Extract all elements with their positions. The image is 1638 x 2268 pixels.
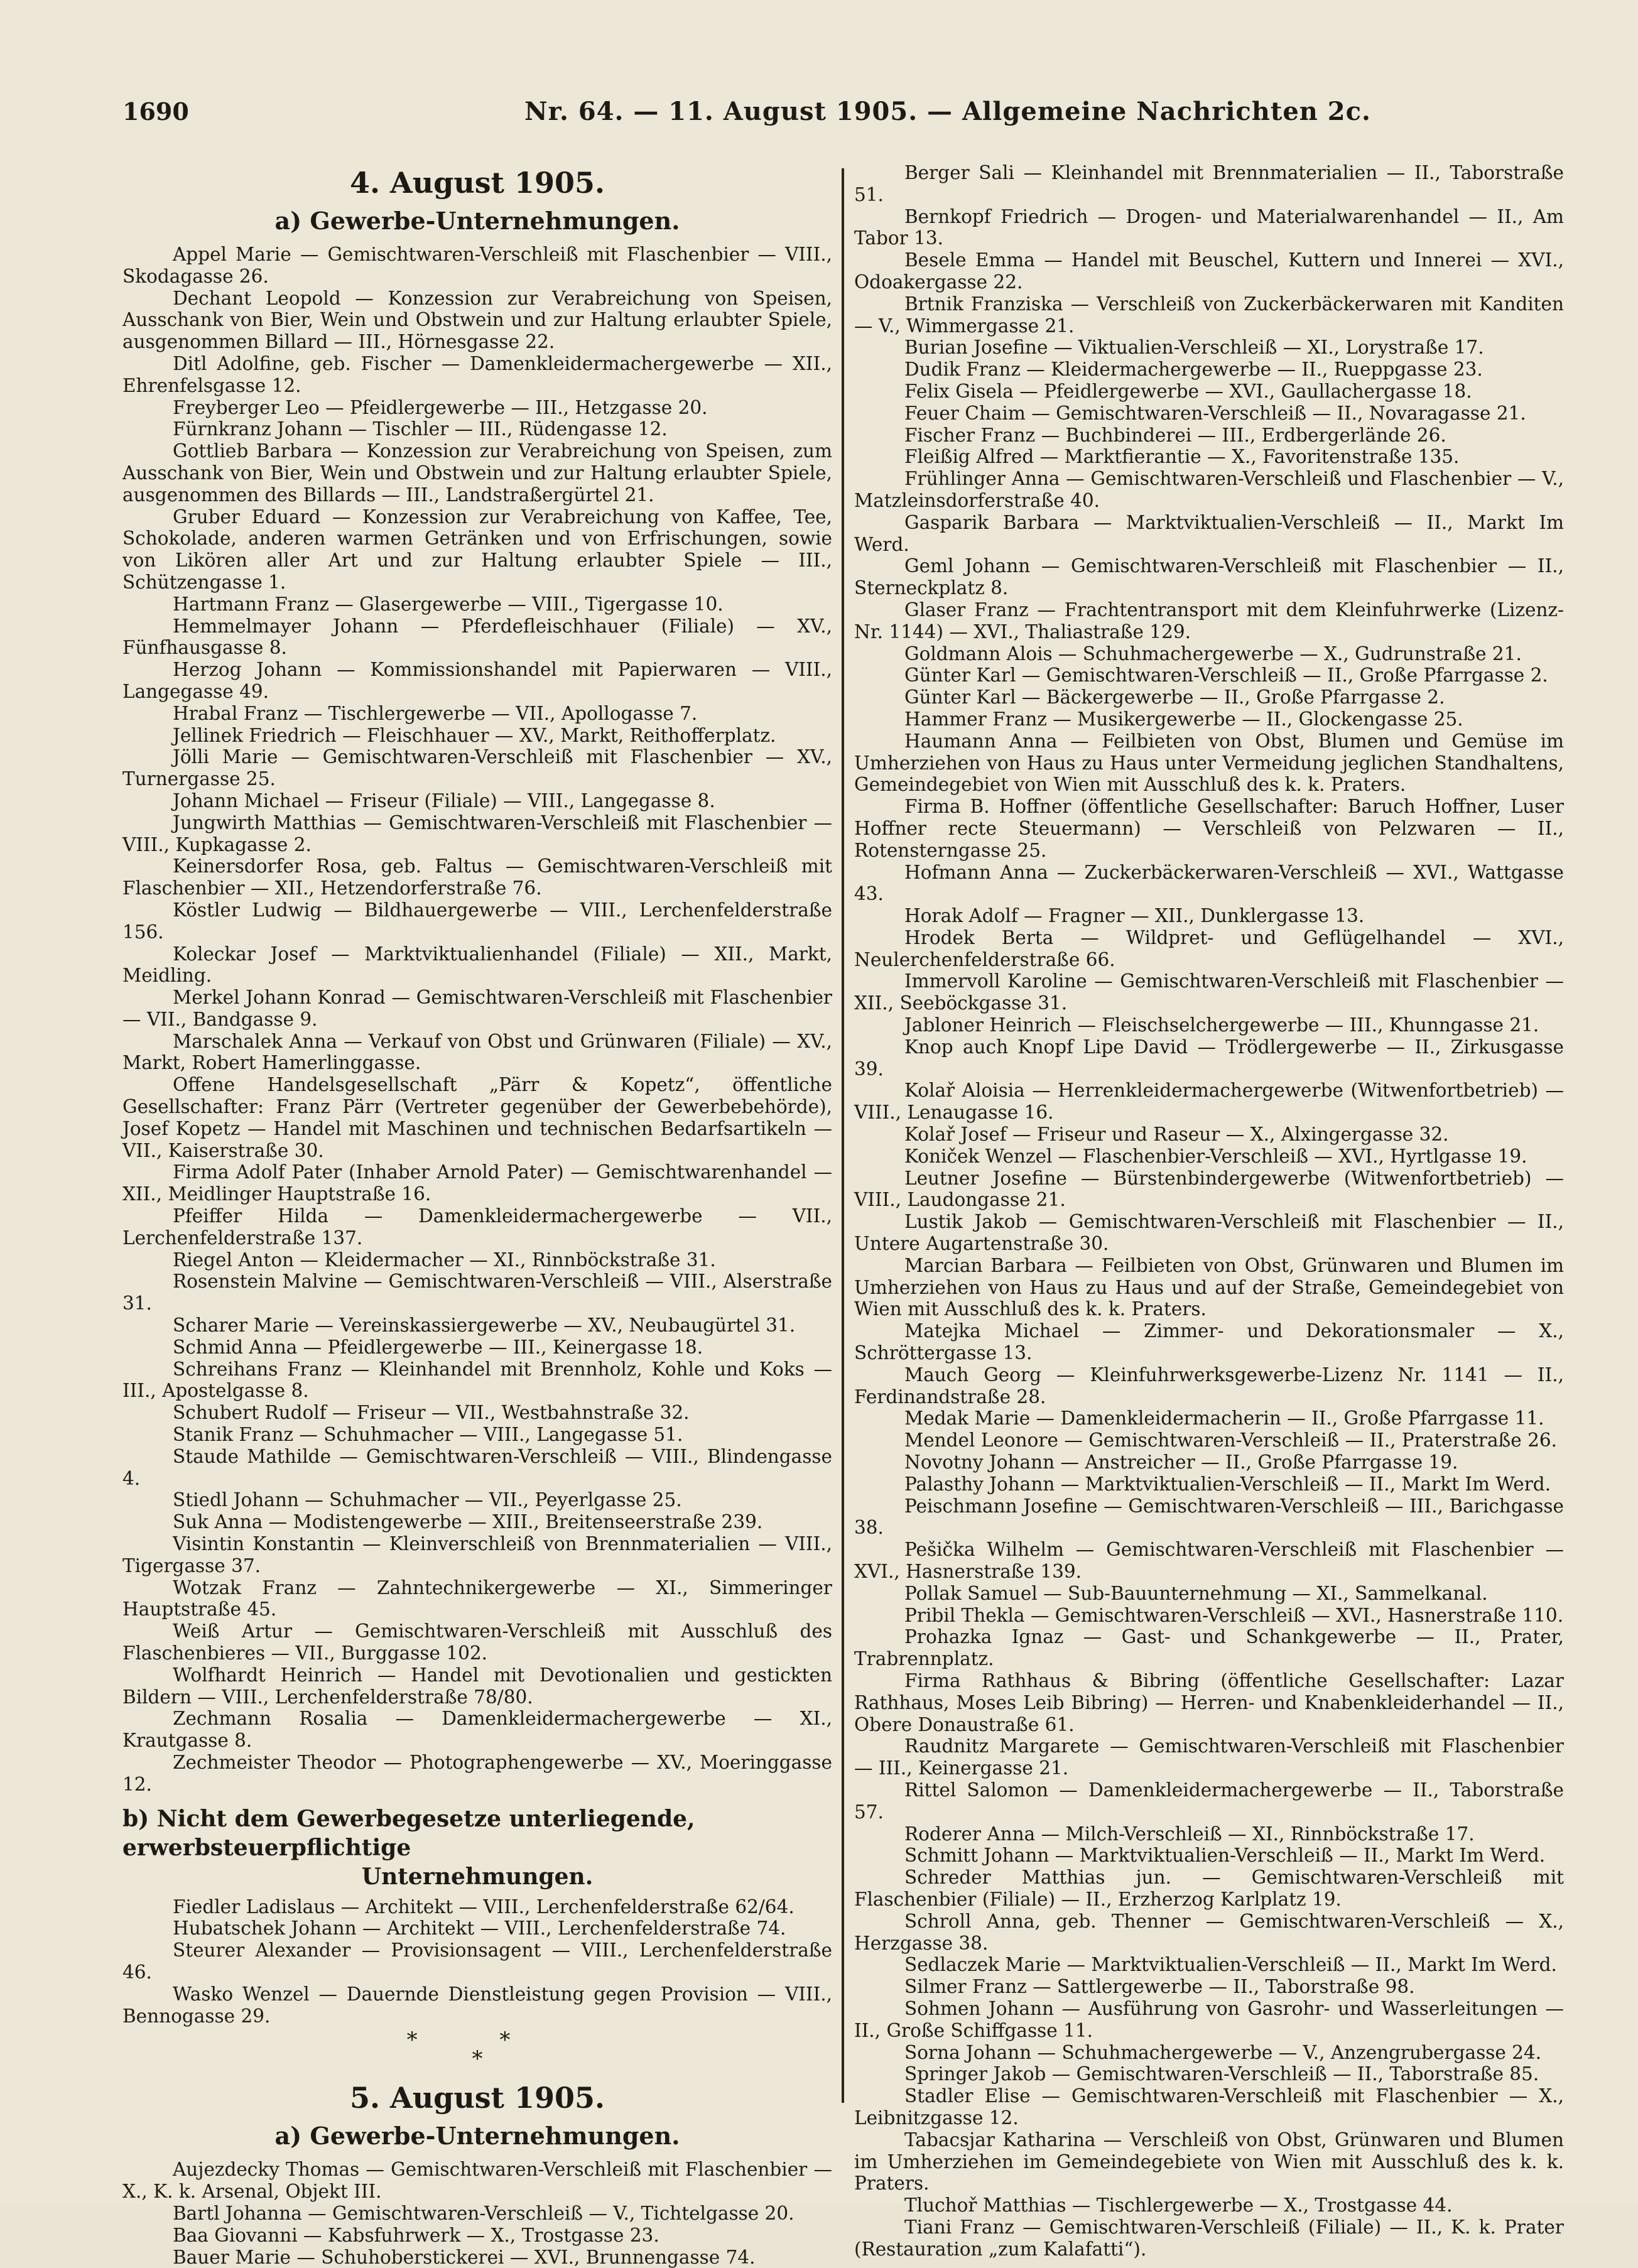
register-entry: Fleißig Alfred — Marktfierantie — X., Favoritenstraße 135. <box>904 446 1460 468</box>
register-entry: Pollak Samuel — Sub-Bauunternehmung — XI., Sammelkanal. <box>904 1582 1488 1604</box>
register-entry: Berger Sali — Kleinhandel mit Brennmaterialien — II., Taborstraße 51. <box>854 162 1564 205</box>
register-entry: Wotzak Franz — Zahntechnikergewerbe — XI., Simmeringer Hauptstraße 45. <box>122 1576 832 1620</box>
section-heading-gewerbe-aug-5: a) Gewerbe-Unternehmungen. <box>274 2122 680 2151</box>
entry-list-right <box>854 162 1564 2260</box>
register-entry: Novotny Johann — Anstreicher — II., Große Pfarrgasse 19. <box>904 1451 1458 1473</box>
register-entry: Schreihans Franz — Kleinhandel mit Brennholz, Kohle und Koks — III., Apostelgasse 8. <box>122 1358 832 1402</box>
separator-stars-top: * * <box>406 2027 548 2053</box>
register-entry: Schubert Rudolf — Friseur — VII., Westbahnstraße 32. <box>173 1402 690 1424</box>
date-heading-aug-5: 5. August 1905. <box>350 2081 605 2115</box>
register-entry: Tiani Franz — Gemischtwaren-Verschleiß (Filiale) — II., K. k. Prater (Restauration „zum Kalafatti“). <box>854 2216 1564 2260</box>
register-entry: Firma B. Hoffner (öffentliche Gesellschafter: Baruch Hoffner, Luser Hoffner recte Steuermann) — Verschleiß von Pelzwaren — II., Rotensterngasse 25. <box>854 796 1564 861</box>
register-entry: Burian Josefine — Viktualien-Verschleiß — XI., Lorystraße 17. <box>904 337 1484 359</box>
register-entry: Goldmann Alois — Schuhmachergewerbe — X., Gudrunstraße 21. <box>904 643 1522 665</box>
register-entry: Dudik Franz — Kleidermachergewerbe — II., Rueppgasse 23. <box>904 359 1483 381</box>
register-entry: Günter Karl — Gemischtwaren-Verschleiß — II., Große Pfarrgasse 2. <box>904 665 1548 686</box>
register-entry: Fischer Franz — Buchbinderei — III., Erdbergerlände 26. <box>904 424 1446 446</box>
separator-stars-bottom: * <box>472 2046 483 2072</box>
register-entry: Scharer Marie — Vereinskassiergewerbe — XV., Neubaugürtel 31. <box>173 1315 796 1337</box>
register-entry: Feuer Chaim — Gemischtwaren-Verschleiß — II., Novaragasse 21. <box>904 402 1526 424</box>
register-entry: Stiedl Johann — Schuhmacher — VII., Peyerlgasse 25. <box>173 1489 682 1511</box>
register-entry: Marcian Barbara — Feilbieten von Obst, Grünwaren und Blumen im Umherziehen von Haus zu Haus und auf der Straße, Gemeindegebiet von Wien mit Ausschluß des k. k. Praters. <box>854 1254 1564 1320</box>
date-heading-aug-4: 4. August 1905. <box>350 166 605 200</box>
register-entry: Jellinek Friedrich — Fleischhauer — XV., Markt, Reithofferplatz. <box>173 724 776 746</box>
register-entry: Köstler Ludwig — Bildhauergewerbe — VIII., Lerchenfelderstraße 156. <box>122 899 832 943</box>
register-entry: Ditl Adolfine, geb. Fischer — Damenkleidermachergewerbe — XII., Ehrenfelsgasse 12. <box>122 352 832 396</box>
register-entry: Weiß Artur — Gemischtwaren-Verschleiß mit Ausschluß des Flaschenbieres — VII., Burggasse 102. <box>122 1620 832 1664</box>
register-entry: Brtnik Franziska — Verschleiß von Zuckerbäckerwaren mit Kanditen — V., Wimmergasse 21. <box>854 293 1564 337</box>
page-number: 1690 <box>122 97 189 126</box>
register-entry: Schreder Matthias jun. — Gemischtwaren-Verschleiß mit Flaschenbier (Filiale) — II., Erzherzog Karlplatz 19. <box>854 1867 1564 1910</box>
register-entry: Stadler Elise — Gemischtwaren-Verschleiß mit Flaschenbier — X., Leibnitzgasse 12. <box>854 2085 1564 2129</box>
register-entry: Günter Karl — Bäckergewerbe — II., Große Pfarrgasse 2. <box>904 686 1445 708</box>
register-entry: Rosenstein Malvine — Gemischtwaren-Verschleiß — VIII., Alserstraße 31. <box>122 1271 832 1315</box>
register-entry: Hubatschek Johann — Architekt — VIII., Lerchenfelderstraße 74. <box>173 1918 786 1940</box>
register-entry: Koniček Wenzel — Flaschenbier-Verschleiß — XVI., Hyrtlgasse 19. <box>904 1145 1527 1167</box>
register-entry: Jölli Marie — Gemischtwaren-Verschleiß mit Flaschenbier — XV., Turnergasse 25. <box>122 746 832 790</box>
register-entry: Horak Adolf — Fragner — XII., Dunklergasse 13. <box>904 905 1365 927</box>
register-entry: Steurer Alexander — Provisionsagent — VIII., Lerchenfelderstraße 46. <box>122 1940 832 1983</box>
register-entry: Glaser Franz — Frachtentransport mit dem Kleinfuhrwerke (Lizenz-Nr. 1144) — XVI., Thaliastraße 129. <box>854 599 1564 643</box>
register-entry: Felix Gisela — Pfeidlergewerbe — XVI., Gaullachergasse 18. <box>904 380 1472 402</box>
register-entry: Bernkopf Friedrich — Drogen- und Materialwarenhandel — II., Am Tabor 13. <box>854 205 1564 249</box>
register-entry: Sedlaczek Marie — Marktviktualien-Verschleiß — II., Markt Im Werd. <box>904 1954 1557 1976</box>
register-entry: Aujezdecky Thomas — Gemischtwaren-Verschleiß mit Flaschenbier — X., K. k. Arsenal, Objekt III. <box>122 2159 832 2203</box>
register-entry: Rittel Salomon — Damenkleidermachergewerbe — II., Taborstraße 57. <box>854 1779 1564 1823</box>
entry-list-nicht-gewerbe <box>122 1896 832 2027</box>
register-entry: Wolfhardt Heinrich — Handel mit Devotionalien und gestickten Bildern — VIII., Lerchenfelderstraße 78/80. <box>122 1664 832 1708</box>
page-title: Nr. 64. — 11. August 1905. — Allgemeine Nachrichten 2c. <box>524 97 1371 126</box>
register-entry: Schmitt Johann — Marktviktualien-Verschleiß — II., Markt Im Werd. <box>904 1845 1546 1867</box>
register-entry: Hemmelmayer Johann — Pferdefleischhauer (Filiale) — XV., Fünfhausgasse 8. <box>122 615 832 659</box>
register-entry: Baa Giovanni — Kabsfuhrwerk — X., Trostgasse 23. <box>173 2224 659 2246</box>
register-entry: Besele Emma — Handel mit Beuschel, Kuttern und Innerei — XVI., Odoakergasse 22. <box>854 249 1564 293</box>
register-entry: Riegel Anton — Kleidermacher — XI., Rinnböckstraße 31. <box>173 1249 716 1271</box>
register-entry: Bartl Johanna — Gemischtwaren-Verschleiß — V., Tichtelgasse 20. <box>173 2202 795 2224</box>
entry-list-aug-4 <box>122 244 832 1796</box>
register-entry: Pešička Wilhelm — Gemischtwaren-Verschleiß mit Flaschenbier — XVI., Hasnerstraße 139. <box>854 1539 1564 1582</box>
page-header <box>122 93 1520 131</box>
register-entry: Gottlieb Barbara — Konzession zur Verabreichung von Speisen, zum Ausschank von Bier, Wein und Obstwein und zur Haltung erlaubter Spiele, ausgenommen des Billards — III., Landstraßergürtel 21. <box>122 440 832 506</box>
register-entry: Johann Michael — Friseur (Filiale) — VIII., Langegasse 8. <box>173 789 715 811</box>
register-entry: Marschalek Anna — Verkauf von Obst und Grünwaren (Filiale) — XV., Markt, Robert Hamerlinggasse. <box>122 1030 832 1074</box>
register-entry: Matejka Michael — Zimmer- und Dekorationsmaler — X., Schröttergasse 13. <box>854 1320 1564 1364</box>
register-entry: Zechmeister Theodor — Photographengewerbe — XV., Moeringgasse 12. <box>122 1751 832 1795</box>
register-entry: Suk Anna — Modistengewerbe — XIII., Breitenseerstraße 239. <box>173 1511 763 1533</box>
register-entry: Pfeiffer Hilda — Damenkleidermachergewerbe — VII., Lerchenfelderstraße 137. <box>122 1205 832 1249</box>
register-entry: Merkel Johann Konrad — Gemischtwaren-Verschleiß mit Flaschenbier — VII., Bandgasse 9. <box>122 987 832 1030</box>
register-entry: Freyberger Leo — Pfeidlergewerbe — III., Hetzgasse 20. <box>173 396 708 418</box>
register-entry: Hofmann Anna — Zuckerbäckerwaren-Verschleiß — XVI., Wattgasse 43. <box>854 861 1564 905</box>
register-entry: Tluchoř Matthias — Tischlergewerbe — X., Trostgasse 44. <box>904 2195 1453 2216</box>
register-entry: Offene Handelsgesellschaft „Pärr & Kopetz“, öffentliche Gesellschafter: Franz Pärr (Vertreter gegenüber der Gewerbebehörde), Josef Kopetz — Handel mit Maschinen und technischen Bedarfsartikeln — VII., Kaiserstraße 30. <box>122 1074 832 1161</box>
register-entry: Mauch Georg — Kleinfuhrwerksgewerbe-Lizenz Nr. 1141 — II., Ferdinandstraße 28. <box>854 1364 1564 1408</box>
register-entry: Geml Johann — Gemischtwaren-Verschleiß mit Flaschenbier — II., Sterneckplatz 8. <box>854 555 1564 599</box>
register-entry: Keinersdorfer Rosa, geb. Faltus — Gemischtwaren-Verschleiß mit Flaschenbier — XII., Hetzendorferstraße 76. <box>122 855 832 899</box>
register-entry: Koleckar Josef — Marktviktualienhandel (Filiale) — XII., Markt, Meidling. <box>122 943 832 987</box>
register-entry: Hrabal Franz — Tischlergewerbe — VII., Apollogasse 7. <box>173 702 698 724</box>
register-entry: Silmer Franz — Sattlergewerbe — II., Taborstraße 98. <box>904 1976 1415 1998</box>
register-entry: Knop auch Knopf Lipe David — Trödlergewerbe — II., Zirkusgasse 39. <box>854 1036 1564 1080</box>
register-entry: Springer Jakob — Gemischtwaren-Verschleiß — II., Taborstraße 85. <box>904 2063 1539 2085</box>
register-entry: Jabloner Heinrich — Fleischselchergewerbe — III., Khunngasse 21. <box>904 1014 1539 1036</box>
register-entry: Hammer Franz — Musikergewerbe — II., Glockengasse 25. <box>904 708 1463 730</box>
register-entry: Appel Marie — Gemischtwaren-Verschleiß mit Flaschenbier — VIII., Skodagasse 26. <box>122 244 832 287</box>
register-entry: Tabacsjar Katharina — Verschleiß von Obst, Grünwaren und Blumen im Umherziehen im Gemeindegebiete von Wien mit Ausschluß des k. k. Praters. <box>854 2129 1564 2195</box>
register-entry: Frühlinger Anna — Gemischtwaren-Verschleiß und Flaschenbier — V., Matzleinsdorferstraße 40. <box>854 468 1564 511</box>
register-entry: Palasthy Johann — Marktviktualien-Verschleiß — II., Markt Im Werd. <box>904 1473 1551 1495</box>
register-entry: Fürnkranz Johann — Tischler — III., Rüdengasse 12. <box>173 418 668 440</box>
register-entry: Kolař Josef — Friseur und Raseur — X., Alxingergasse 32. <box>904 1124 1449 1146</box>
register-entry: Staude Mathilde — Gemischtwaren-Verschleiß — VIII., Blindengasse 4. <box>122 1445 832 1489</box>
register-entry: Firma Adolf Pater (Inhaber Arnold Pater) — Gemischtwarenhandel — XII., Meidlinger Hauptstraße 16. <box>122 1161 832 1205</box>
register-entry: Leutner Josefine — Bürstenbindergewerbe (Witwenfortbetrieb) — VIII., Laudongasse 21. <box>854 1167 1564 1211</box>
register-entry: Immervoll Karoline — Gemischtwaren-Verschleiß mit Flaschenbier — XII., Seeböckgasse 31. <box>854 970 1564 1014</box>
section-heading-nicht-gewerbe <box>122 1804 832 1891</box>
register-entry: Sorna Johann — Schuhmachergewerbe — V., Anzengrubergasse 24. <box>904 2041 1542 2063</box>
register-entry: Haumann Anna — Feilbieten von Obst, Blumen und Gemüse im Umherziehen von Haus zu Haus unter Vermeidung jeglichen Standhaltens, Gemeindegebiet von Wien mit Ausschluß des k. k. Praters. <box>854 730 1564 796</box>
register-entry: Medak Marie — Damenkleidermacherin — II., Große Pfarrgasse 11. <box>904 1408 1544 1430</box>
register-entry: Prohazka Ignaz — Gast- und Schankgewerbe — II., Prater, Trabrennplatz. <box>854 1626 1564 1670</box>
section-heading-line-2: Unternehmungen. <box>361 1863 594 1890</box>
section-separator <box>122 2027 832 2072</box>
register-entry: Schroll Anna, geb. Thenner — Gemischtwaren-Verschleiß — X., Herzgasse 38. <box>854 1910 1564 1954</box>
register-entry: Visintin Konstantin — Kleinverschleiß von Brennmaterialien — VIII., Tigergasse 37. <box>122 1533 832 1576</box>
register-entry: Lustik Jakob — Gemischtwaren-Verschleiß mit Flaschenbier — II., Untere Augartenstraße 30. <box>854 1211 1564 1255</box>
column-divider <box>842 168 844 2103</box>
section-heading-gewerbe: a) Gewerbe-Unternehmungen. <box>274 207 680 235</box>
register-entry: Fiedler Ladislaus — Architekt — VIII., Lerchenfelderstraße 62/64. <box>173 1896 795 1918</box>
register-entry: Kolař Aloisia — Herrenkleidermachergewerbe (Witwenfortbetrieb) — VIII., Lenaugasse 16. <box>854 1080 1564 1124</box>
register-entry: Dechant Leopold — Konzession zur Verabreichung von Speisen, Ausschank von Bier, Wein und Obstwein und zur Haltung erlaubter Spiele, ausgenommen Billard — III., Hörnesgasse 22. <box>122 287 832 353</box>
register-entry: Gruber Eduard — Konzession zur Verabreichung von Kaffee, Tee, Schokolade, anderen warmen Getränken und von Erfrischungen, sowie von Likören aller Art und zur Haltung erlaubter Spiele — III., Schützengasse 1. <box>122 506 832 593</box>
register-entry: Pribil Thekla — Gemischtwaren-Verschleiß — XVI., Hasnerstraße 110. <box>904 1604 1564 1626</box>
register-entry: Bauer Marie — Schuhoberstickerei — XVI., Brunnengasse 74. <box>173 2246 756 2268</box>
register-entry: Jungwirth Matthias — Gemischtwaren-Verschleiß mit Flaschenbier — VIII., Kupkagasse 2. <box>122 811 832 855</box>
register-entry: Zechmann Rosalia — Damenkleidermachergewerbe — XI., Krautgasse 8. <box>122 1708 832 1752</box>
register-entry: Raudnitz Margarete — Gemischtwaren-Verschleiß mit Flaschenbier — III., Keinergasse 21. <box>854 1735 1564 1779</box>
register-entry: Herzog Johann — Kommissionshandel mit Papierwaren — VIII., Langegasse 49. <box>122 659 832 702</box>
register-entry: Schmid Anna — Pfeidlergewerbe — III., Keinergasse 18. <box>173 1336 703 1358</box>
register-entry: Hrodek Berta — Wildpret- und Geflügelhandel — XVI., Neulerchenfelderstraße 66. <box>854 926 1564 970</box>
register-entry: Sohmen Johann — Ausführung von Gasrohr- und Wasserleitungen — II., Große Schiffgasse 11. <box>854 1997 1564 2041</box>
right-column <box>854 162 1564 2260</box>
left-column <box>122 162 832 2268</box>
register-entry: Peischmann Josefine — Gemischtwaren-Verschleiß — III., Barichgasse 38. <box>854 1495 1564 1539</box>
register-entry: Mendel Leonore — Gemischtwaren-Verschleiß — II., Praterstraße 26. <box>904 1430 1557 1451</box>
register-entry: Stanik Franz — Schuhmacher — VIII., Langegasse 51. <box>173 1424 683 1446</box>
register-entry: Wasko Wenzel — Dauernde Dienstleistung gegen Provision — VIII., Bennogasse 29. <box>122 1983 832 2027</box>
register-entry: Firma Rathhaus & Bibring (öffentliche Gesellschafter: Lazar Rathhaus, Moses Leib Bibring) — Herren- und Knabenkleiderhandel — II., Obere Donaustraße 61. <box>854 1669 1564 1735</box>
register-entry: Roderer Anna — Milch-Verschleiß — XI., Rinnböckstraße 17. <box>904 1823 1475 1845</box>
register-entry: Gasparik Barbara — Marktviktualien-Verschleiß — II., Markt Im Werd. <box>854 511 1564 555</box>
register-entry: Hartmann Franz — Glasergewerbe — VIII., Tigergasse 10. <box>173 593 724 615</box>
section-heading-line-1: b) Nicht dem Gewerbegesetze unterliegende, erwerbsteuerpflichtige <box>122 1805 695 1861</box>
entry-list-aug-5 <box>122 2159 832 2268</box>
